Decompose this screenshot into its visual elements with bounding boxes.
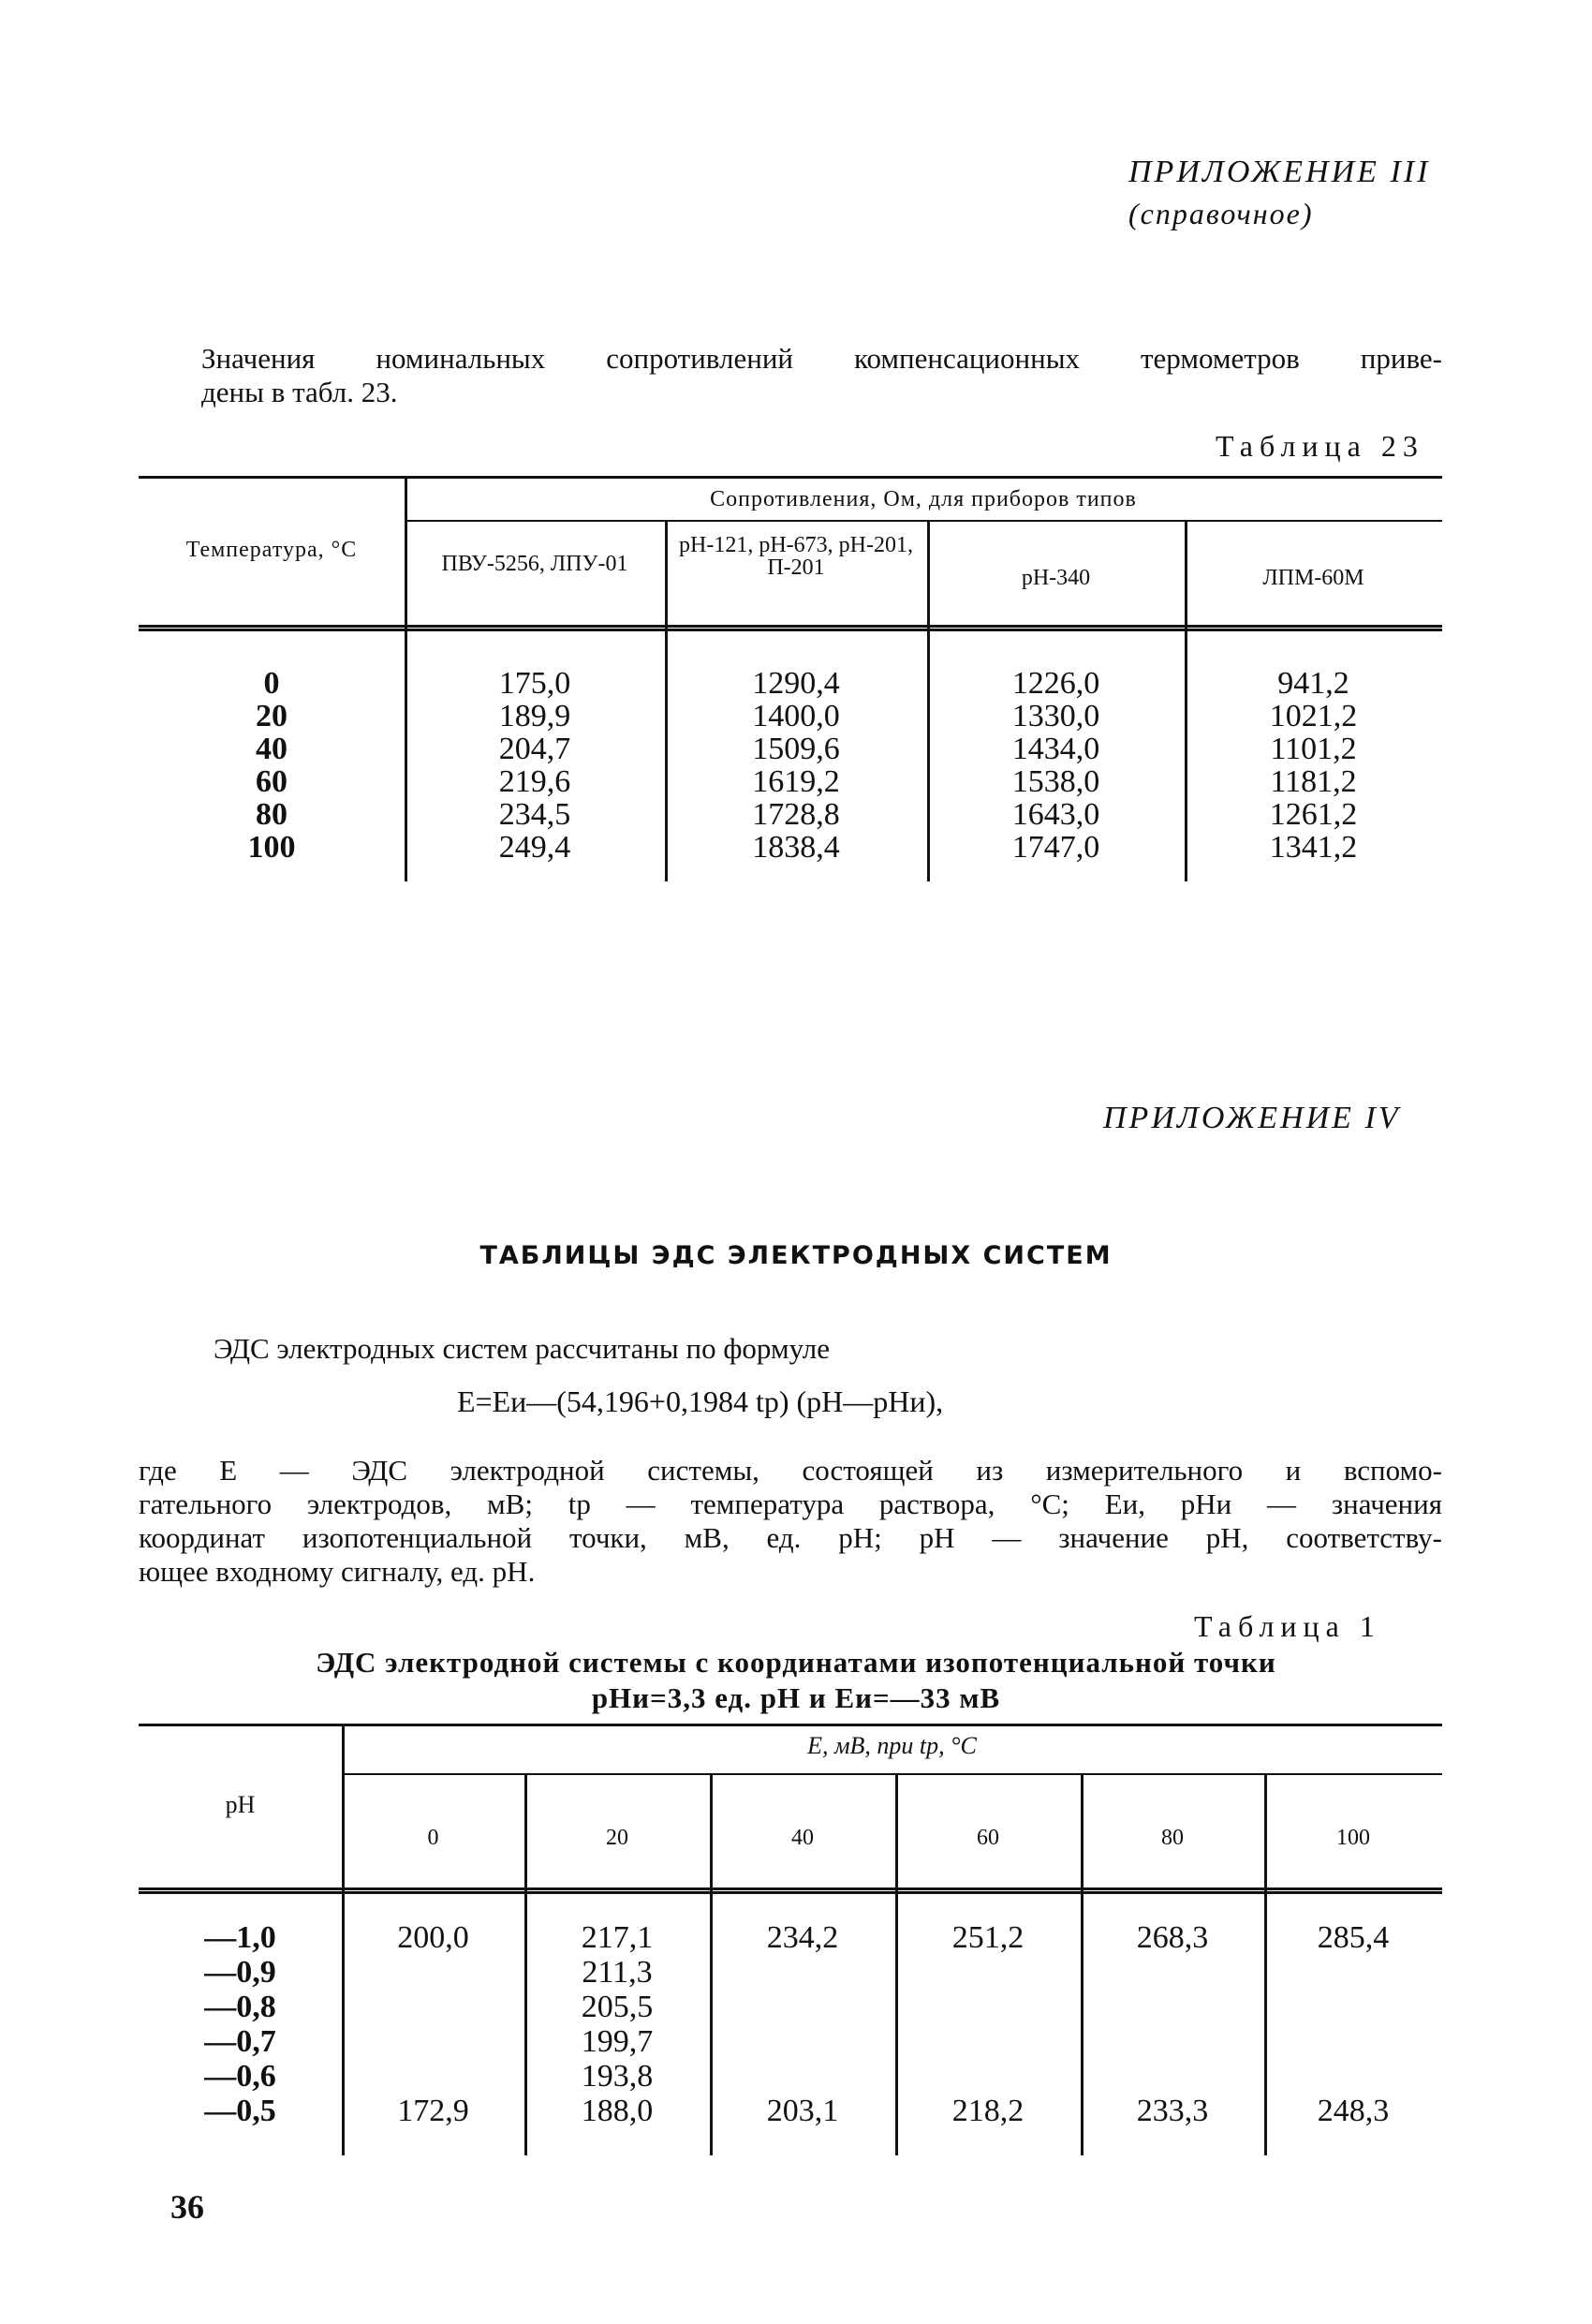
table-row: —0,8: [204, 1990, 276, 2024]
appendix-3-intro: [201, 342, 1442, 409]
table-1-label: Таблица 1: [1194, 1609, 1381, 1643]
table-row: 40: [256, 732, 287, 766]
explanation-line-4: ющее входному сигналу, ед. рН.: [139, 1555, 536, 1588]
table-23-group-header: [405, 479, 1442, 520]
table-cell: [342, 1955, 524, 1990]
table-cell: 1619,2: [752, 764, 840, 799]
table-row: —0,7: [204, 2024, 276, 2059]
table-cell: 249,4: [498, 830, 571, 865]
table-1-top-rule: [139, 1724, 1442, 1726]
table-cell: [1264, 1955, 1442, 1990]
table-1-column-80: [1081, 1920, 1264, 2128]
table-23-label: Таблица 23: [1216, 429, 1424, 463]
table-cell: 233,3: [1136, 2094, 1209, 2128]
table-cell: 204,7: [498, 732, 571, 766]
table-cell: 1226,0: [1011, 666, 1100, 701]
table-cell: [1081, 2059, 1264, 2094]
table-cell: 217,1: [581, 1920, 654, 1955]
table-cell: [1081, 2024, 1264, 2059]
table-1-ph-column: [139, 1920, 342, 2128]
table-cell: [895, 2059, 1081, 2094]
table-cell: 193,8: [581, 2059, 654, 2094]
table-row: —1,0: [204, 1920, 276, 1955]
device-header-3: рН-340: [1021, 566, 1091, 590]
table-cell: 234,5: [498, 797, 571, 832]
table-row: 0: [263, 666, 280, 701]
table-cell: 1290,4: [752, 666, 840, 701]
device-header-1: ПВУ-5256, ЛПУ-01: [441, 552, 628, 576]
table-1-group-header: E, мВ, при tр, °С: [807, 1732, 977, 1759]
table-23-column-3: [927, 667, 1185, 864]
table-cell: 205,5: [581, 1990, 654, 2024]
table-cell: 175,0: [498, 666, 571, 701]
appendix-4-title: ТАБЛИЦЫ ЭДС ЭЛЕКТРОДНЫХ СИСТЕМ: [479, 1241, 1113, 1270]
table-cell: 248,3: [1317, 2094, 1390, 2128]
table-1-column-60: [895, 1920, 1081, 2128]
table-cell: 1434,0: [1011, 732, 1100, 766]
formula-intro: ЭДС электродных систем рассчитаны по формуле: [214, 1332, 830, 1365]
table-cell: 234,2: [766, 1920, 839, 1955]
table-cell: 172,9: [397, 2094, 469, 2128]
table-23-column-2: [665, 667, 927, 864]
formula: E=Eи—(54,196+0,1984 tр) (рН—рНи),: [457, 1384, 944, 1418]
table-row: 60: [256, 764, 287, 799]
temp-header-20: 20: [606, 1826, 628, 1850]
intro-line-2: дены в табл. 23.: [201, 376, 398, 408]
table-cell: 1341,2: [1269, 830, 1358, 865]
table-cell: 1021,2: [1269, 699, 1358, 733]
table-row: —0,6: [204, 2059, 276, 2094]
page-number: 36: [170, 2188, 204, 2226]
table-cell: 203,1: [766, 2094, 839, 2128]
table-1-column-40: [710, 1920, 895, 2128]
table-cell: [342, 2024, 524, 2059]
table-1-column-100: [1264, 1920, 1442, 2128]
table-cell: 1747,0: [1011, 830, 1100, 865]
table-cell: 1261,2: [1269, 797, 1358, 832]
table-cell: 199,7: [581, 2024, 654, 2059]
table-cell: [710, 2059, 895, 2094]
device-header-4: ЛПМ-60М: [1262, 566, 1364, 590]
table-cell: [342, 2059, 524, 2094]
table-cell: [895, 1955, 1081, 1990]
table-cell: 251,2: [951, 1920, 1024, 1955]
table-cell: [1264, 2059, 1442, 2094]
table-1-group-rule: [342, 1773, 1442, 1775]
table-1-caption-line-1: ЭДС электродной системы с координатами изопотенциальной точки: [316, 1646, 1276, 1679]
table-cell: [1264, 2024, 1442, 2059]
table-1-column-0: [342, 1920, 524, 2128]
table-cell: [895, 1990, 1081, 2024]
table-cell: 1538,0: [1011, 764, 1100, 799]
table-row: —0,9: [204, 1955, 276, 1990]
table-cell: 1101,2: [1270, 732, 1357, 766]
formula-explanation: [139, 1454, 1442, 1589]
table-cell: 200,0: [397, 1920, 469, 1955]
table-1-column-20: [524, 1920, 710, 2128]
table-23-column-1: [405, 667, 665, 864]
table-cell: [895, 2024, 1081, 2059]
table-cell: 285,4: [1317, 1920, 1390, 1955]
table-cell: 1330,0: [1011, 699, 1100, 733]
table-cell: [342, 1990, 524, 2024]
table-row: 20: [256, 699, 287, 733]
explanation-line-2: гательного электродов, мВ; tр — температура раствора, °С; Eи, рНи — значения: [139, 1488, 1442, 1520]
temp-header-100: 100: [1336, 1826, 1370, 1850]
table-row: 100: [247, 830, 296, 865]
temp-header-80: 80: [1161, 1826, 1184, 1850]
table-cell: [710, 2024, 895, 2059]
table-cell: [710, 1955, 895, 1990]
table-1-caption-line-2: рНи=3,3 ед. рН и Eи=—33 мВ: [591, 1681, 1001, 1714]
table-cell: 941,2: [1277, 666, 1349, 701]
table-cell: 1838,4: [752, 830, 840, 865]
table-cell: 189,9: [498, 699, 571, 733]
appendix-4-heading: ПРИЛОЖЕНИЕ IV: [1103, 1101, 1401, 1135]
table-row: —0,5: [204, 2094, 276, 2128]
intro-line-1: Значения номинальных сопротивлений компенсационных термометров приве-: [201, 342, 1442, 375]
column-ph-header: рН: [225, 1791, 256, 1818]
table-cell: 1181,2: [1270, 764, 1357, 799]
column-temperature-header: Температура, °С: [185, 538, 358, 562]
table-cell: 1509,6: [752, 732, 840, 766]
group-header-text: Сопротивления, Ом, для приборов типов: [710, 487, 1137, 511]
table-cell: 188,0: [581, 2094, 654, 2128]
explanation-line-1: где E — ЭДС электродной системы, состоящей из измерительного и вспомо-: [139, 1454, 1442, 1487]
device-header-2: рН-121, рН-673, рН-201, П-201: [679, 533, 913, 580]
table-1-header-double-rule: [139, 1887, 1442, 1894]
table-cell: 219,6: [498, 764, 571, 799]
table-cell: [1081, 1955, 1264, 1990]
table-cell: 1728,8: [752, 797, 840, 832]
temp-header-60: 60: [977, 1826, 999, 1850]
table-cell: [1081, 1990, 1264, 2024]
table-cell: 268,3: [1136, 1920, 1209, 1955]
table-row: 80: [256, 797, 287, 832]
appendix-3-subheading: (справочное): [1128, 197, 1314, 230]
temp-header-40: 40: [791, 1826, 814, 1850]
table-cell: 218,2: [951, 2094, 1024, 2128]
table-23-temperature-column: [139, 667, 405, 864]
table-cell: [1264, 1990, 1442, 2024]
appendix-3-heading: ПРИЛОЖЕНИЕ III: [1128, 155, 1431, 189]
explanation-line-3: координат изопотенциальной точки, мВ, ед. рН; рН — значение рН, соответству-: [139, 1521, 1442, 1554]
table-23-column-4: [1185, 667, 1442, 864]
temp-header-0: 0: [427, 1826, 439, 1850]
table-cell: [710, 1990, 895, 2024]
table-cell: 1400,0: [752, 699, 840, 733]
table-23-header-double-rule: [139, 625, 1442, 631]
table-cell: 211,3: [582, 1955, 653, 1990]
table-23-group-rule: [405, 520, 1442, 522]
table-cell: 1643,0: [1011, 797, 1100, 832]
